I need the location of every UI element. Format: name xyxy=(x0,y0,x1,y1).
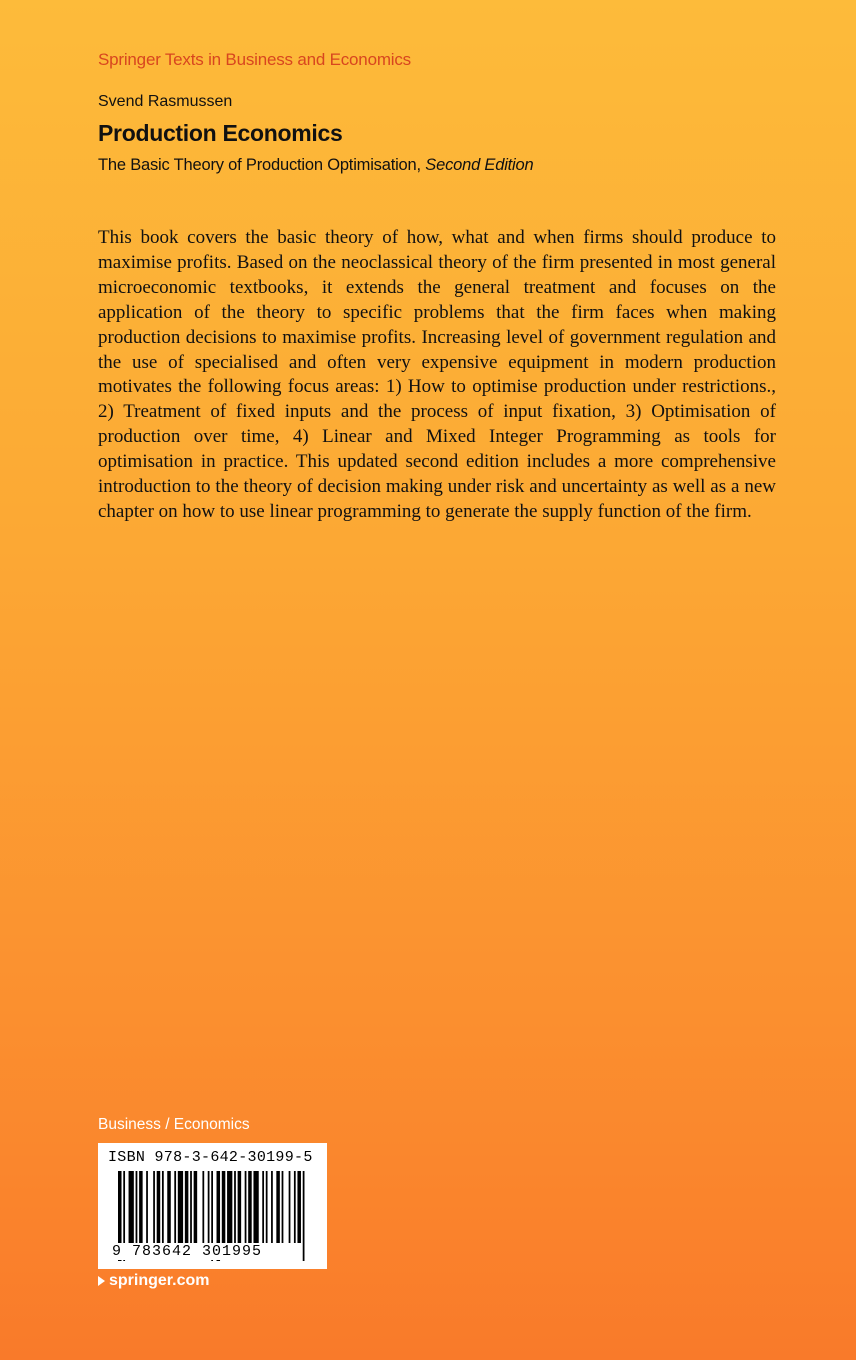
barcode-bar xyxy=(282,1171,284,1243)
barcode-bar xyxy=(294,1171,296,1243)
barcode-bar xyxy=(271,1171,273,1243)
book-description: This book covers the basic theory of how, what and when firms should produce to maximise profits. Based on the neoclassical theory of the firm presented in most general microeconomic textbooks, it extends the general treatment and focuses on the application of the theory to specific problems that the firm faces when making production decisions to maximise profits. Increasing level of government regulation and the use of specialised and often very expensive equipment in modern production motivates the following focus areas: 1) How to optimise production under restrictions., 2) Treatment of fixed inputs and the process of input fixation, 3) Optimisation of production over time, 4) Linear and Mixed Integer Programming as tools for optimisation in practice. This updated second edition includes a more comprehensive introduction to the theory of decision making under risk and uncertainty as well as a new chapter on how to use linear programming to generate the supply function of the firm. xyxy=(98,227,776,522)
barcode-bar xyxy=(139,1171,143,1243)
website-text: springer.com xyxy=(109,1272,210,1289)
barcode-bar xyxy=(167,1171,171,1243)
subtitle-text: The Basic Theory of Production Optimisation, xyxy=(98,156,426,174)
barcode-bar xyxy=(153,1171,155,1243)
barcode-panel xyxy=(98,1143,327,1269)
barcode-bar xyxy=(178,1171,183,1243)
barcode-bar xyxy=(202,1171,204,1243)
book-title: Production Economics xyxy=(98,120,343,146)
barcode-bar xyxy=(136,1171,138,1243)
isbn-label: ISBN 978-3-642-30199-5 xyxy=(108,1149,313,1166)
barcode-bar xyxy=(248,1171,252,1243)
book-subtitle xyxy=(98,156,533,175)
website-link[interactable] xyxy=(98,1272,209,1290)
barcode-bar xyxy=(297,1171,301,1243)
edition-text: Second Edition xyxy=(425,156,534,174)
barcode-bar xyxy=(245,1171,247,1243)
barcode-bar xyxy=(194,1171,198,1243)
barcode-bar xyxy=(303,1171,305,1261)
barcode-bar xyxy=(185,1171,189,1243)
barcode-bar xyxy=(262,1171,264,1243)
barcode-bar xyxy=(208,1171,210,1243)
isbn-digits: 9 783642 301995 xyxy=(112,1243,263,1260)
barcode-bar xyxy=(146,1171,148,1243)
barcode-bar xyxy=(190,1171,192,1243)
barcode-bar xyxy=(253,1171,258,1243)
barcode-bar xyxy=(289,1171,291,1243)
barcode-bar xyxy=(222,1171,226,1243)
arrow-icon xyxy=(98,1276,105,1286)
barcode-bar xyxy=(234,1171,236,1243)
barcode-bar xyxy=(238,1171,242,1243)
barcode-bar xyxy=(157,1171,161,1243)
barcode-bar xyxy=(266,1171,268,1243)
barcode-bar xyxy=(129,1171,134,1243)
barcode-bar xyxy=(162,1171,164,1243)
category-label: Business / Economics xyxy=(98,1116,250,1133)
author-name: Svend Rasmussen xyxy=(98,93,233,110)
barcode-bar xyxy=(174,1171,176,1243)
barcode-bar xyxy=(276,1171,280,1243)
barcode-bar xyxy=(227,1171,232,1243)
series-name: Springer Texts in Business and Economics xyxy=(98,50,411,69)
